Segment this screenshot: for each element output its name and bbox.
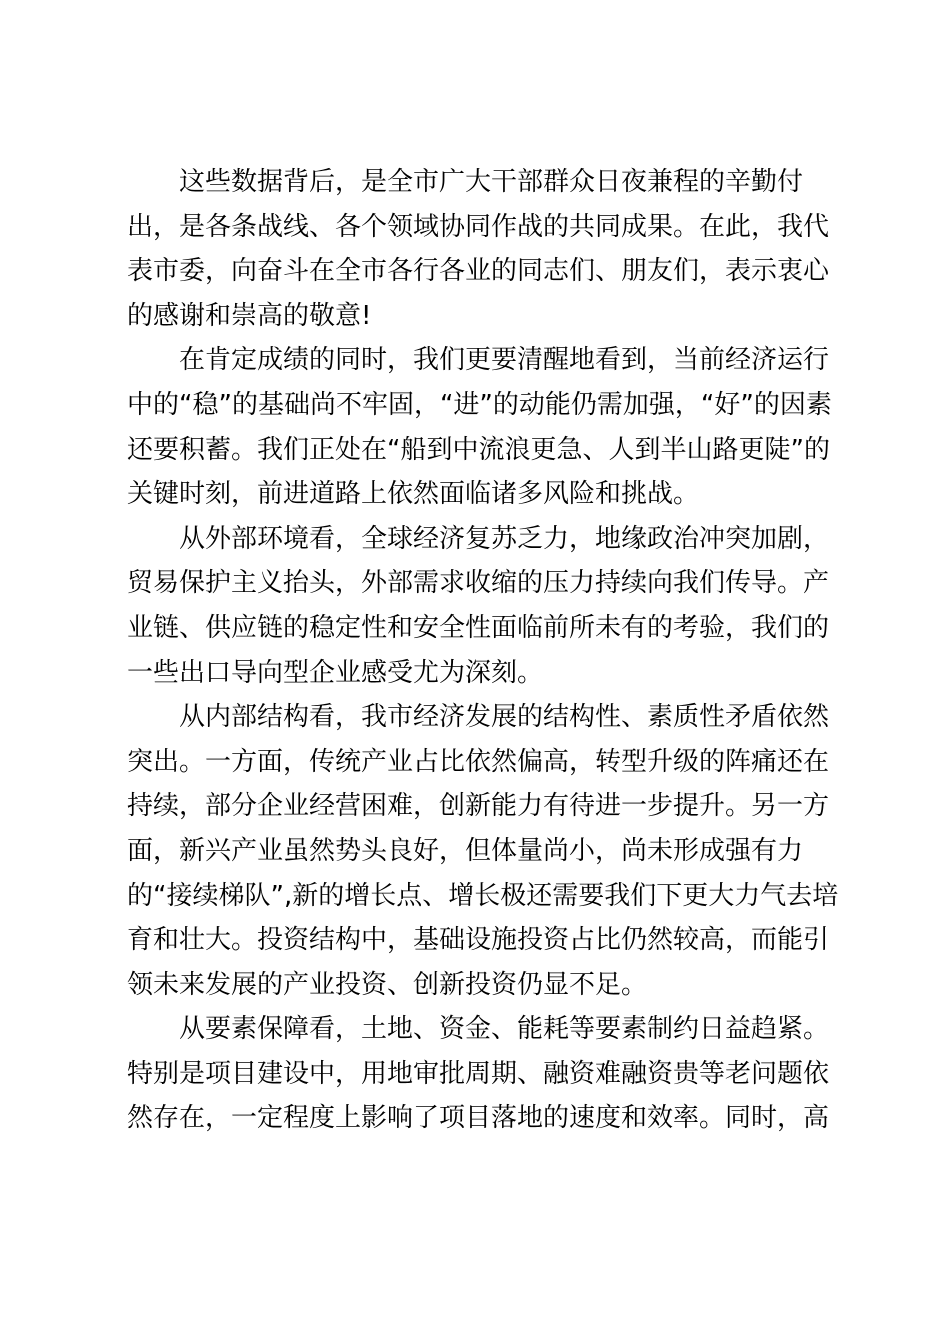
paragraph-first-line: 从内部结构看，我市经济发展的结构性、素质性矛盾依然 xyxy=(179,702,830,733)
text-line: 贸易保护主义抬头，外部需求收缩的压力持续向我们传导。产 xyxy=(127,568,830,599)
document-body xyxy=(127,160,839,1141)
text-line: 突出。一方面，传统产业占比依然偏高，转型升级的阵痛还在 xyxy=(127,746,830,777)
text-line: 表市委，向奋斗在全市各行各业的同志们、朋友们，表示衷心 xyxy=(127,256,830,287)
paragraph-first-line: 在肯定成绩的同时，我们更要清醒地看到，当前经济运行 xyxy=(179,345,830,376)
text-line: 业链、供应链的稳定性和安全性面临前所未有的考验，我们的 xyxy=(127,612,830,643)
text-line: 还要积蓄。我们正处在“船到中流浪更急、人到半山路更陡”的 xyxy=(127,434,830,465)
text-line: 出，是各条战线、各个领域协同作战的共同成果。在此，我代 xyxy=(127,211,830,242)
text-line: 的感谢和崇高的敬意! xyxy=(127,300,372,331)
paragraph-first-line: 这些数据背后，是全市广大干部群众日夜兼程的辛勤付 xyxy=(179,167,804,197)
text-line: 然存在，一定程度上影响了项目落地的速度和效率。同时，高 xyxy=(127,1103,830,1134)
text-line: 的“接续梯队”,新的增长点、增长极还需要我们下更大力气去培 xyxy=(127,880,839,911)
text-line: 特别是项目建设中，用地审批周期、融资难融资贵等老问题依 xyxy=(127,1058,830,1089)
text-line: 中的“稳”的基础尚不牢固，“进”的动能仍需加强，“好”的因素 xyxy=(127,389,832,420)
text-line: 领未来发展的产业投资、创新投资仍显不足。 xyxy=(127,969,648,1000)
text-line: 育和壮大。投资结构中，基础设施投资占比仍然较高，而能引 xyxy=(127,925,830,956)
text-line: 一些出口导向型企业感受尤为深刻。 xyxy=(127,657,544,688)
text-line: 面，新兴产业虽然势头良好，但体量尚小，尚未形成强有力 xyxy=(127,835,804,866)
paragraph-first-line: 从要素保障看，土地、资金、能耗等要素制约日益趋紧。 xyxy=(179,1014,830,1045)
text-line: 持续，部分企业经营困难，创新能力有待进一步提升。另一方 xyxy=(127,791,830,822)
text-line: 关键时刻，前进道路上依然面临诸多风险和挑战。 xyxy=(127,479,700,510)
paragraph-first-line: 从外部环境看，全球经济复苏乏力，地缘政治冲突加剧， xyxy=(179,523,830,554)
